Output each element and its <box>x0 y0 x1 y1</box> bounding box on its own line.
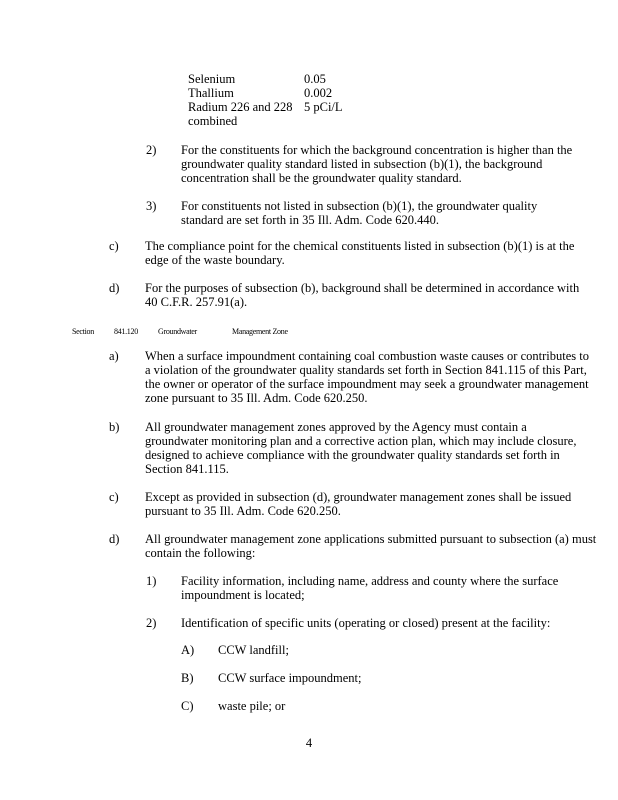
paragraph-120-c: Except as provided in subsection (d), groundwater management zones shall be issued pursuant to 35 Ill. Adm. Code 620.250. <box>145 490 572 518</box>
item-label: b) <box>109 420 120 434</box>
table-row <box>188 72 388 86</box>
paragraph-120-dC: waste pile; or <box>218 699 286 713</box>
section-title-2: Management Zone <box>232 327 288 336</box>
paragraph-120-dB: CCW surface impoundment; <box>218 671 362 685</box>
paragraph-d: For the purposes of subsection (b), background shall be determined in accordance with 40 C.F.R. 257.91(a). <box>145 281 580 309</box>
paragraph-120-d2: Identification of specific units (operating or closed) present at the facility: <box>181 616 551 630</box>
item-label: a) <box>109 349 119 363</box>
standards-table <box>188 72 388 128</box>
paragraph-120-d: All groundwater management zone applications submitted pursuant to subsection (a) must contain the following: <box>145 532 597 560</box>
constituent-value: 5 pCi/L <box>304 100 343 114</box>
paragraph-120-b: All groundwater management zones approved by the Agency must contain a groundwater monitoring plan and a corrective action plan, which may include closure, designed to achieve compliance with the groundwater quality standards set forth in Section 841.115. <box>145 420 577 476</box>
constituent-name: Thallium <box>188 86 234 100</box>
section-title-1: Groundwater <box>158 327 197 336</box>
item-label: 2) <box>146 616 157 630</box>
item-label: 1) <box>146 574 157 588</box>
section-word: Section <box>72 327 94 336</box>
item-label: 2) <box>146 143 157 157</box>
item-label: d) <box>109 281 120 295</box>
constituent-value: 0.002 <box>304 86 333 100</box>
section-number: 841.120 <box>114 327 138 336</box>
item-label: c) <box>109 239 119 253</box>
paragraph-120-a: When a surface impoundment containing coal combustion waste causes or contributes to a violation of the groundwater quality standards set forth in Section 841.115 of this Part, the owner or operator of the surface impoundment may seek a groundwater management zone pursuant to 35 Ill. Adm. Code 620.250. <box>145 349 589 405</box>
paragraph-c: The compliance point for the chemical constituents listed in subsection (b)(1) is at the edge of the waste boundary. <box>145 239 575 267</box>
page-number: 4 <box>305 736 313 750</box>
item-label: c) <box>109 490 119 504</box>
paragraph-b3: For constituents not listed in subsection (b)(1), the groundwater quality standard are set forth in 35 Ill. Adm. Code 620.440. <box>181 199 538 227</box>
item-label: d) <box>109 532 120 546</box>
paragraph-b2: For the constituents for which the background concentration is higher than the groundwater quality standard listed in subsection (b)(1), the background concentration shall be the groundwater quality standard. <box>181 143 573 185</box>
table-row <box>188 86 388 100</box>
constituent-value: 0.05 <box>304 72 326 86</box>
paragraph-120-d1: Facility information, including name, address and county where the surface impoundment is located; <box>181 574 559 602</box>
item-label: B) <box>181 671 194 685</box>
item-label: 3) <box>146 199 157 213</box>
constituent-name: Radium 226 and 228 combined <box>188 100 293 128</box>
paragraph-120-dA: CCW landfill; <box>218 643 289 657</box>
table-row <box>188 100 388 128</box>
item-label: A) <box>181 643 195 657</box>
constituent-name: Selenium <box>188 72 236 86</box>
item-label: C) <box>181 699 194 713</box>
